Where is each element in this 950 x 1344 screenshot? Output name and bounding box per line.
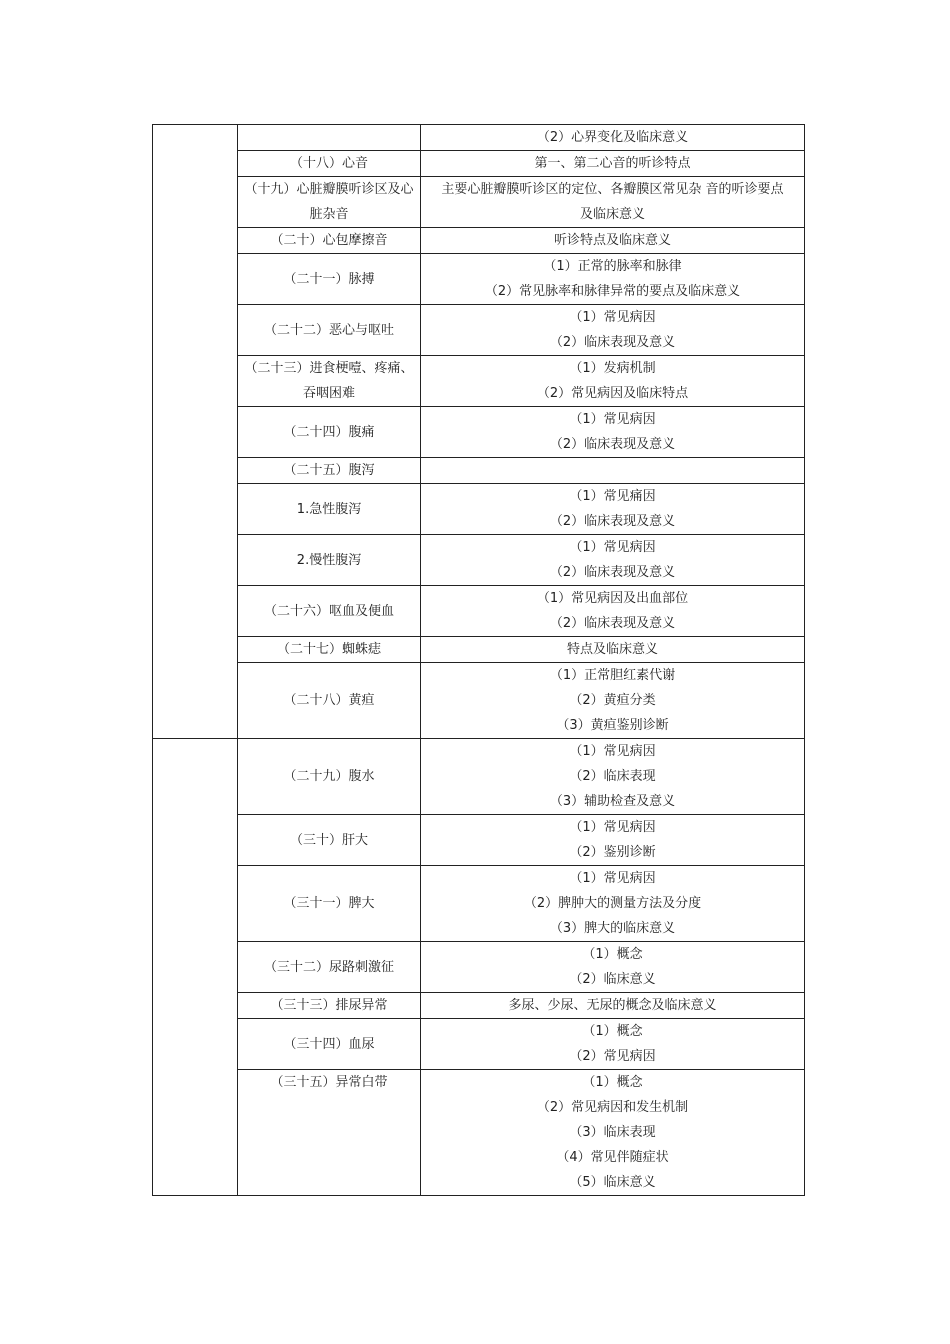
topic-cell: （二十四）腹痛 <box>238 407 421 458</box>
topic-cell: （二十二）恶心与呕吐 <box>238 305 421 356</box>
table-row <box>153 254 805 305</box>
points-cell: （1）概念 （2）常见病因 <box>421 1019 805 1070</box>
unit-cell <box>153 125 238 739</box>
table-row <box>153 866 805 942</box>
points-cell: （1）常见病因 （2）脾肿大的测量方法及分度 （3）脾大的临床意义 <box>421 866 805 942</box>
table-row <box>153 1019 805 1070</box>
unit-cell <box>153 739 238 1196</box>
topic-cell: （二十七）蜘蛛痣 <box>238 637 421 663</box>
table-row <box>153 815 805 866</box>
points-cell: （1）常见病因 （2）临床表现及意义 <box>421 407 805 458</box>
topic-cell: （二十九）腹水 <box>238 739 421 815</box>
table-row <box>153 458 805 484</box>
topic-cell: （二十八）黄疸 <box>238 663 421 739</box>
topic-cell: 2.慢性腹泻 <box>238 535 421 586</box>
points-cell: （1）概念 （2）临床意义 <box>421 942 805 993</box>
points-cell: 听诊特点及临床意义 <box>421 228 805 254</box>
topic-cell: （三十）肝大 <box>238 815 421 866</box>
table-row <box>153 586 805 637</box>
points-cell: （1）常见痛因 （2）临床表现及意义 <box>421 484 805 535</box>
table-row <box>153 942 805 993</box>
topic-cell: （二十）心包摩擦音 <box>238 228 421 254</box>
table-row <box>153 151 805 177</box>
table-row <box>153 177 805 228</box>
topic-cell: （三十四）血尿 <box>238 1019 421 1070</box>
table-row <box>153 637 805 663</box>
points-cell <box>421 458 805 484</box>
table-row <box>153 484 805 535</box>
points-cell: （2）心界变化及临床意义 <box>421 125 805 151</box>
topic-cell: （三十五）异常白带 <box>238 1070 421 1196</box>
topic-cell: （二十五）腹泻 <box>238 458 421 484</box>
topic-cell <box>238 125 421 151</box>
topic-cell: 1.急性腹泻 <box>238 484 421 535</box>
topic-cell: （十八）心音 <box>238 151 421 177</box>
points-cell: （1）常见病因及出血部位 （2）临床表现及意义 <box>421 586 805 637</box>
points-cell: 特点及临床意义 <box>421 637 805 663</box>
syllabus-table <box>152 124 805 1196</box>
table-row <box>153 663 805 739</box>
points-cell: （1）发病机制 （2）常见病因及临床特点 <box>421 356 805 407</box>
table-row <box>153 228 805 254</box>
table-row <box>153 993 805 1019</box>
topic-cell: （三十一）脾大 <box>238 866 421 942</box>
points-cell: （1）正常胆红素代谢 （2）黄疸分类 （3）黄疸鉴别诊断 <box>421 663 805 739</box>
points-cell: 主要心脏瓣膜听诊区的定位、各瓣膜区常见杂 音的听诊要点 及临床意义 <box>421 177 805 228</box>
table-row <box>153 535 805 586</box>
table-row <box>153 356 805 407</box>
points-cell: （1）常见病因 （2）临床表现 （3）辅助检查及意义 <box>421 739 805 815</box>
table-row <box>153 407 805 458</box>
points-cell: 多尿、少尿、无尿的概念及临床意义 <box>421 993 805 1019</box>
points-cell: （1）常见病因 （2）临床表现及意义 <box>421 305 805 356</box>
topic-cell: （三十三）排尿异常 <box>238 993 421 1019</box>
points-cell: 第一、第二心音的听诊特点 <box>421 151 805 177</box>
table-row <box>153 125 805 151</box>
topic-cell: （二十一）脉搏 <box>238 254 421 305</box>
points-cell: （1）常见病因 （2）临床表现及意义 <box>421 535 805 586</box>
points-cell: （1）概念 （2）常见病因和发生机制 （3）临床表现 （4）常见伴随症状 （5）临床意义 <box>421 1070 805 1196</box>
points-cell: （1）常见病因 （2）鉴别诊断 <box>421 815 805 866</box>
points-cell: （1）正常的脉率和脉律 （2）常见脉率和脉律异常的要点及临床意义 <box>421 254 805 305</box>
table-row <box>153 305 805 356</box>
topic-cell: （三十二）尿路刺激征 <box>238 942 421 993</box>
topic-cell: （二十六）呕血及便血 <box>238 586 421 637</box>
table-row <box>153 739 805 815</box>
table-row <box>153 1070 805 1196</box>
topic-cell: （二十三）进食梗噎、疼痛、吞咽困难 <box>238 356 421 407</box>
topic-cell: （十九）心脏瓣膜听诊区及心脏杂音 <box>238 177 421 228</box>
